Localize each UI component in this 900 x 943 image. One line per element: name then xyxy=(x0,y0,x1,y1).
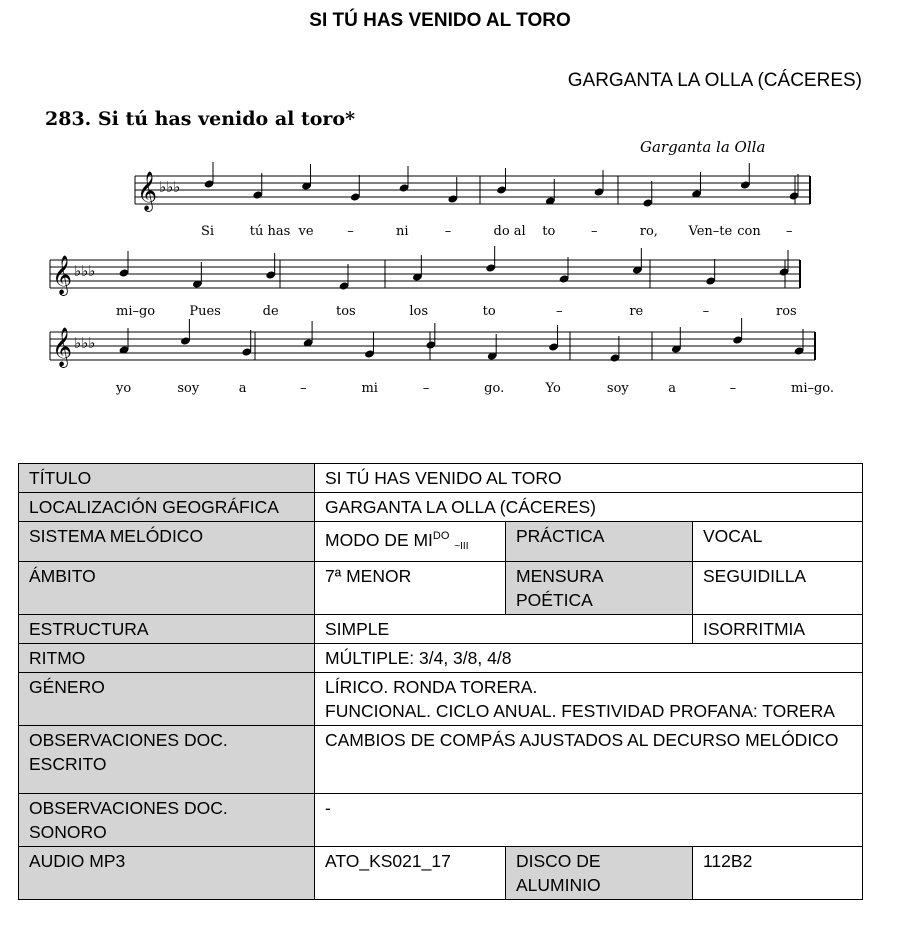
key-signature-icon: ♭♭♭ xyxy=(74,334,96,352)
label-ambito: ÁMBITO xyxy=(19,562,315,615)
lyric-syllable: – xyxy=(591,224,598,239)
label-sistema: SISTEMA MELÓDICO xyxy=(19,522,315,562)
label-obs-sonoro: OBSERVACIONES DOC. SONORO xyxy=(19,794,315,847)
lyric-syllable: – xyxy=(786,224,793,239)
lyric-syllable: Si xyxy=(201,224,215,239)
row-titulo xyxy=(19,464,863,493)
label-localizacion: LOCALIZACIÓN GEOGRÁFICA xyxy=(19,493,315,522)
lyric-syllable: – xyxy=(347,224,354,239)
value-genero-line2: FUNCIONAL. CICLO ANUAL. FESTIVIDAD PROFANA: TORERA xyxy=(325,701,835,721)
lyric-syllable: ro, xyxy=(639,224,658,239)
row-sistema xyxy=(19,522,863,562)
treble-clef-icon: 𝄞 xyxy=(52,255,73,295)
row-genero xyxy=(19,673,863,726)
key-signature-icon: ♭♭♭ xyxy=(159,178,181,196)
value-titulo: SI TÚ HAS VENIDO AL TORO xyxy=(315,464,863,493)
lyric-syllable: Yo xyxy=(545,381,561,396)
value-mensura: SEGUIDILLA xyxy=(693,562,863,615)
lyric-syllable: Ven–te xyxy=(688,224,733,239)
value-localizacion: GARGANTA LA OLLA (CÁCERES) xyxy=(315,493,863,522)
value-ambito: 7ª MENOR xyxy=(315,562,506,615)
value-estructura-extra: ISORRITMIA xyxy=(693,615,863,644)
value-sistema-sub: ~III xyxy=(454,541,469,552)
value-sistema-sup: DO xyxy=(432,530,450,542)
value-genero xyxy=(315,673,863,726)
lyric-syllable: soy xyxy=(606,381,629,396)
lyric-syllable: tú has xyxy=(249,224,291,239)
sheet-music xyxy=(40,100,835,410)
document-title: SI TÚ HAS VENIDO AL TORO xyxy=(309,10,571,31)
lyric-syllable: – xyxy=(556,304,563,319)
row-obs-sonoro xyxy=(19,794,863,847)
row-estructura xyxy=(19,615,863,644)
lyric-syllable: Pues xyxy=(189,304,221,319)
value-audio: ATO_KS021_17 xyxy=(315,847,506,900)
label-obs-escrito: OBSERVACIONES DOC. ESCRITO xyxy=(19,726,315,794)
value-sistema xyxy=(315,522,506,562)
row-localizacion xyxy=(19,493,863,522)
lyric-syllable: mi–go xyxy=(116,304,156,319)
document-location: GARGANTA LA OLLA (CÁCERES) xyxy=(567,70,862,91)
lyric-syllable: – xyxy=(729,381,737,396)
lyric-syllable: a xyxy=(238,381,247,396)
lyric-syllable: re xyxy=(629,304,644,319)
label-disco: DISCO DE ALUMINIO xyxy=(506,847,693,900)
label-practica: PRÁCTICA xyxy=(506,522,693,562)
row-audio xyxy=(19,847,863,900)
lyric-syllable: go. xyxy=(484,381,505,396)
lyric-syllable: a xyxy=(668,381,677,396)
lyric-syllable: to xyxy=(482,304,496,319)
lyric-syllable: mi xyxy=(361,381,378,396)
value-obs-sonoro: - xyxy=(315,794,863,847)
score-heading: 283. Si tú has venido al toro* xyxy=(45,108,356,130)
score-place: Garganta la Olla xyxy=(640,138,766,156)
metadata-table xyxy=(18,463,863,900)
label-genero: GÉNERO xyxy=(19,673,315,726)
treble-clef-icon: 𝄞 xyxy=(137,171,158,211)
treble-clef-icon: 𝄞 xyxy=(52,327,73,367)
label-audio: AUDIO MP3 xyxy=(19,847,315,900)
lyric-syllable: tos xyxy=(336,304,356,319)
lyric-syllable: mi–go. xyxy=(791,381,835,396)
value-practica: VOCAL xyxy=(693,522,863,562)
lyric-syllable: – xyxy=(300,381,307,396)
value-disco: 112B2 xyxy=(693,847,863,900)
lyric-syllable: to xyxy=(542,224,556,239)
lyric-syllable: ve xyxy=(298,224,314,239)
row-ritmo xyxy=(19,644,863,673)
lyric-syllable: do al xyxy=(493,224,526,239)
lyric-syllable: de xyxy=(262,304,279,319)
label-ritmo: RITMO xyxy=(19,644,315,673)
lyric-syllable: ros xyxy=(776,304,797,319)
lyric-syllable: con xyxy=(737,224,761,239)
lyric-syllable: – xyxy=(444,224,452,239)
value-estructura: SIMPLE xyxy=(315,615,693,644)
lyric-syllable: – xyxy=(422,381,430,396)
value-ritmo: MÚLTIPLE: 3/4, 3/8, 4/8 xyxy=(315,644,863,673)
lyric-syllable: – xyxy=(702,304,710,319)
row-obs-escrito xyxy=(19,726,863,794)
lyric-syllable: los xyxy=(409,304,428,319)
lyric-syllable: ni xyxy=(396,224,409,239)
label-titulo: TÍTULO xyxy=(19,464,315,493)
value-genero-line1: LÍRICO. RONDA TORERA. xyxy=(325,677,538,697)
row-ambito xyxy=(19,562,863,615)
value-obs-escrito: CAMBIOS DE COMPÁS AJUSTADOS AL DECURSO MELÓDICO xyxy=(315,726,863,794)
key-signature-icon: ♭♭♭ xyxy=(74,262,96,280)
lyric-syllable: yo xyxy=(116,381,132,396)
label-mensura: MENSURA POÉTICA xyxy=(506,562,693,615)
lyric-syllable: soy xyxy=(177,381,200,396)
label-estructura: ESTRUCTURA xyxy=(19,615,315,644)
value-sistema-text: MODO DE MI xyxy=(325,530,433,550)
